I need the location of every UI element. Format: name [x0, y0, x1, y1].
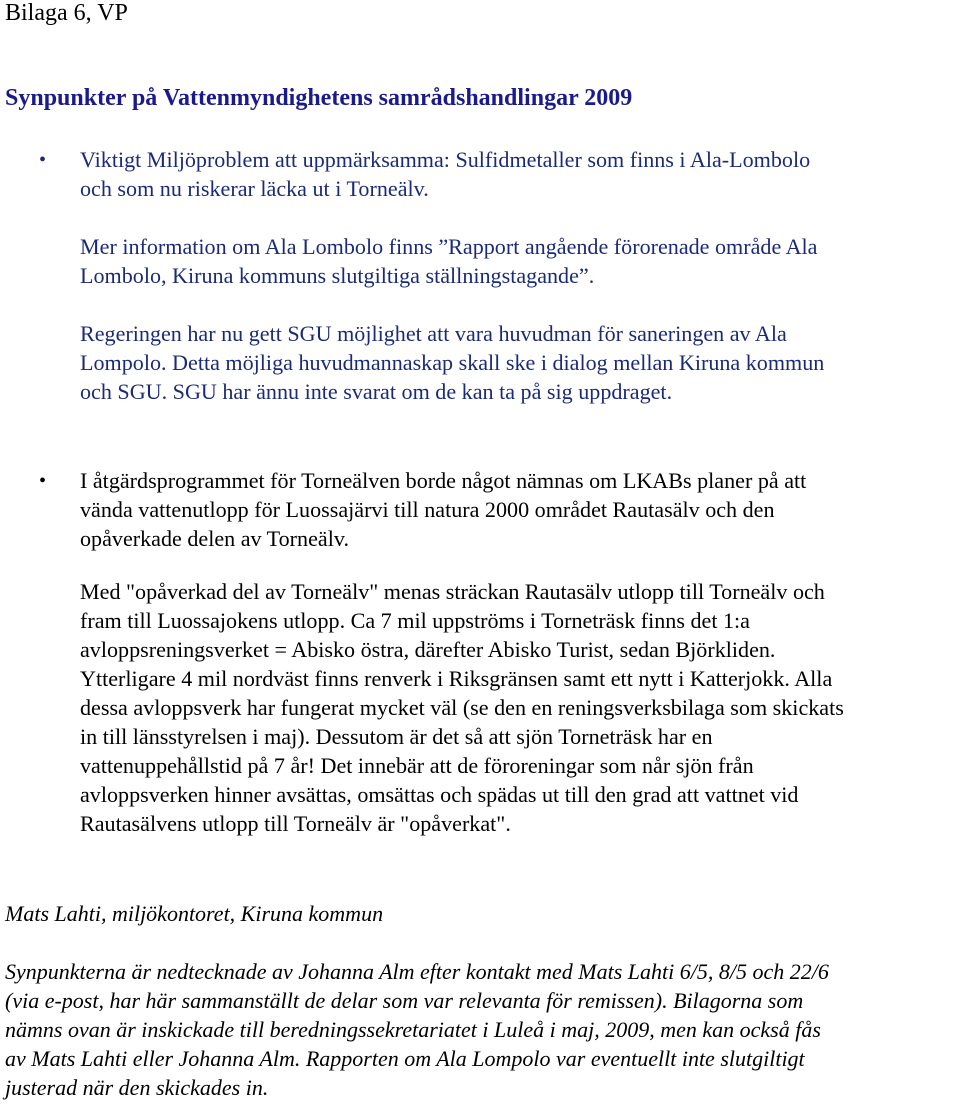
- bullet-icon: •: [39, 470, 47, 492]
- appendix-header: Bilaga 6, VP: [5, 0, 128, 26]
- section-1-paragraph-2: [80, 232, 817, 290]
- text-line: och SGU. SGU har ännu inte svarat om de kan ta på sig uppdraget.: [80, 379, 673, 404]
- text-line: Mer information om Ala Lombolo finns ”Rapport angående förorenade område Ala: [80, 234, 818, 259]
- note-paragraph: [5, 957, 829, 1102]
- text-line: fram till Luossajokens utlopp. Ca 7 mil uppströms i Torneträsk finns det 1:a: [80, 608, 750, 633]
- text-line: in till länsstyrelsen i maj). Dessutom är det så att sjön Torneträsk har en: [80, 724, 713, 749]
- bullet-icon: •: [39, 149, 47, 171]
- section-1-paragraph-1: [80, 145, 810, 203]
- text-line: nämns ovan är inskickade till beredningssekretariatet i Luleå i maj, 2009, men kan också fås: [5, 1017, 821, 1042]
- text-line: Viktigt Miljöproblem att uppmärksamma: Sulfidmetaller som finns i Ala-Lombolo: [80, 147, 811, 172]
- text-line: vända vattenutlopp för Luossajärvi till natura 2000 området Rautasälv och den: [80, 497, 775, 522]
- text-line: Regeringen har nu gett SGU möjlighet att vara huvudman för saneringen av Ala: [80, 321, 787, 346]
- text-line: opåverkade delen av Torneälv.: [80, 526, 349, 551]
- document-title: Synpunkter på Vattenmyndighetens samrådshandlingar 2009: [5, 85, 633, 111]
- text-line: dessa avloppsverk har fungerat mycket väl (se den en reningsverksbilaga som skickats: [80, 695, 844, 720]
- text-line: (via e-post, har här sammanställt de delar som var relevanta för remissen). Bilagorna som: [5, 988, 804, 1013]
- text-line: Lombolo, Kiruna kommuns slutgiltiga ställningstagande”.: [80, 263, 595, 288]
- section-2-paragraph-1: [80, 466, 806, 553]
- text-line: vattenuppehållstid på 7 år! Det innebär att de föroreningar som når sjön från: [80, 753, 754, 778]
- text-line: Ytterligare 4 mil nordväst finns renverk i Riksgränsen samt ett nytt i Katterjokk. Alla: [80, 666, 833, 691]
- text-line: av Mats Lahti eller Johanna Alm. Rapporten om Ala Lompolo var eventuellt inte slutgiltigt: [5, 1046, 805, 1071]
- author-line: [5, 899, 383, 928]
- text-line: avloppsverken hinner avsättas, omsättas och spädas ut till den grad att vattnet vid: [80, 782, 799, 807]
- text-line: justerad när den skickades in.: [5, 1075, 269, 1100]
- text-line: Med "opåverkad del av Torneälv" menas sträckan Rautasälv utlopp till Torneälv och: [80, 579, 825, 604]
- text-line: Lompolo. Detta möjliga huvudmannaskap skall ske i dialog mellan Kiruna kommun: [80, 350, 825, 375]
- text-line: Rautasälvens utlopp till Torneälv är "opåverkat".: [80, 811, 511, 836]
- section-1-paragraph-3: [80, 319, 824, 406]
- text-line: Synpunkterna är nedtecknade av Johanna Alm efter kontakt med Mats Lahti 6/5, 8/5 och 22/6: [5, 959, 829, 984]
- section-2-paragraph-2: [80, 577, 844, 838]
- text-line: I åtgärdsprogrammet för Torneälven borde något nämnas om LKABs planer på att: [80, 468, 807, 493]
- text-line: avloppsreningsverket = Abisko östra, därefter Abisko Turist, sedan Björkliden.: [80, 637, 776, 662]
- text-line: och som nu riskerar läcka ut i Torneälv.: [80, 176, 429, 201]
- author-text: Mats Lahti, miljökontoret, Kiruna kommun: [5, 901, 384, 926]
